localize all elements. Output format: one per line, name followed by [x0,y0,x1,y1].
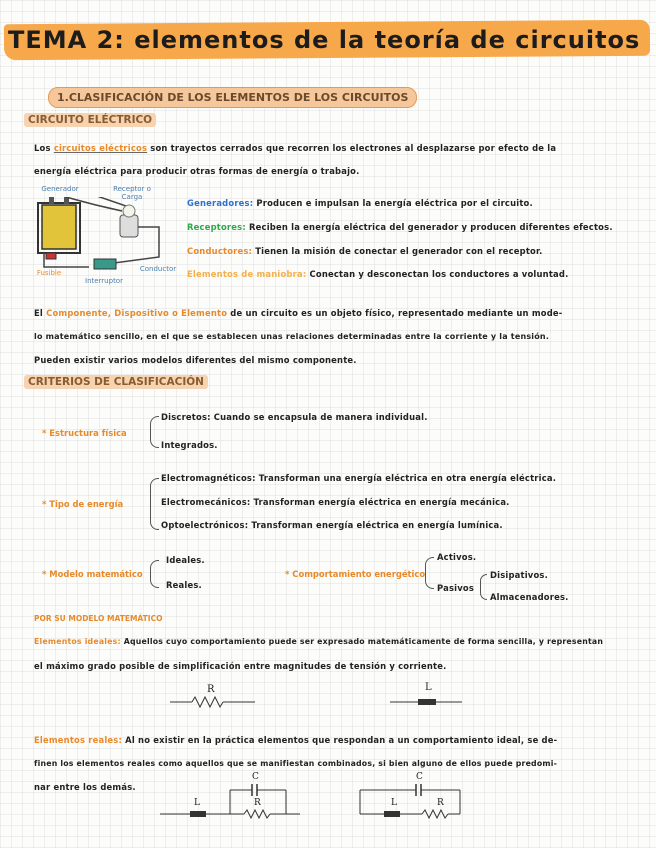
circuit-diagram [34,185,184,285]
crit-discretos: Discretos: Cuando se encapsula de manera individual. [161,412,428,422]
def-conductores: Conductores: Tienen la misión de conectar el generador con el receptor. [187,246,543,256]
brace-estructura [150,416,159,448]
def-maniobra: Elementos de maniobra: Conectan y desconectan los conductores a voluntad. [187,269,569,279]
intro-line-1: Los circuitos eléctricos son trayectos cerrados que recorren los electrones al desplazarse por efecto de la [34,143,557,153]
ideal-line-2: el máximo grado posible de simplificación entre magnitudes de tensión y corriente. [34,661,447,671]
crit-estructura: * Estructura física [42,428,127,438]
real-circuits [160,780,480,820]
label-r-real-1: R [254,798,261,808]
label-r-ideal: R [207,684,215,695]
crit-ideales: Ideales. [166,555,205,565]
intro-line-2: energía eléctrica para producir otras formas de energía o trabajo. [34,166,360,176]
crit-disipativos: Disipativos. [490,570,548,580]
crit-electromecanicos: Electromecánicos: Transforman energía eléctrica en energía mecánica. [161,497,510,507]
circuit-drawing [34,197,184,275]
label-fusible: Fusible [36,269,62,277]
component-line-3: Pueden existir varios modelos diferentes del mismo componente. [34,355,357,365]
circuito-heading: CIRCUITO ELÉCTRICO [24,113,156,127]
crit-electromagneticos: Electromagnéticos: Transforman una energía eléctrica en otra energía eléctrica. [161,473,557,483]
real-line-1: Elementos reales: Al no existir en la práctica elementos que respondan a un comportamiento ideal, se de- [34,735,558,745]
crit-modelo: * Modelo matemático [42,569,143,579]
label-receptor: Receptor o Carga [113,185,151,201]
def-receptores: Receptores: Reciben la energía eléctrica del generador y producen diferentes efectos. [187,222,613,232]
real-line-2: finen los elementos reales como aquellos que se manifiestan combinados, si bien alguno de ellos puede predomi- [34,759,558,768]
crit-reales: Reales. [166,580,202,590]
label-l-real-1: L [194,798,200,808]
component-line-1: El Componente, Dispositivo o Elemento de un circuito es un objeto físico, representado mediante un mode- [34,308,563,318]
component-line-2: lo matemático sencillo, en el que se establecen unas relaciones determinadas entre la corriente y la tensión. [34,332,550,341]
modelo-heading: POR SU MODELO MATEMÁTICO [34,614,163,623]
crit-pasivos: Pasivos [437,583,475,593]
label-interruptor: Interruptor [85,277,123,285]
criterios-heading: CRITERIOS DE CLASIFICACIÓN [24,375,208,389]
crit-activos: Activos. [437,552,477,562]
label-c-real-1: C [252,772,259,782]
page-title: TEMA 2: elementos de la teoría de circuitos [8,26,641,54]
label-c-real-2: C [416,772,423,782]
label-generador: Generador [41,185,79,193]
brace-tipo [150,478,159,530]
label-l-real-2: L [391,798,397,808]
label-conductor: Conductor [139,265,177,273]
label-l-ideal: L [425,682,432,693]
crit-integrados: Integrados. [161,440,218,450]
def-generadores: Generadores: Producen e impulsan la energía eléctrica por el circuito. [187,198,533,208]
real-line-3: nar entre los demás. [34,782,136,792]
brace-comportamiento [425,557,434,589]
crit-comportamiento: * Comportamiento energético [285,569,426,579]
brace-pasivos [480,574,487,600]
crit-optoelectronicos: Optoelectrónicos: Transforman energía eléctrica en energía lumínica. [161,520,503,530]
crit-tipo: * Tipo de energía [42,499,124,509]
label-r-real-2: R [437,798,444,808]
crit-almacenadores: Almacenadores. [490,592,569,602]
section-heading: 1.CLASIFICACIÓN DE LOS ELEMENTOS DE LOS CIRCUITOS [48,87,417,108]
brace-modelo [150,560,159,588]
ideal-line-1: Elementos ideales: Aquellos cuyo comportamiento puede ser expresado matemáticamente de forma sencilla, y representan [34,637,604,646]
